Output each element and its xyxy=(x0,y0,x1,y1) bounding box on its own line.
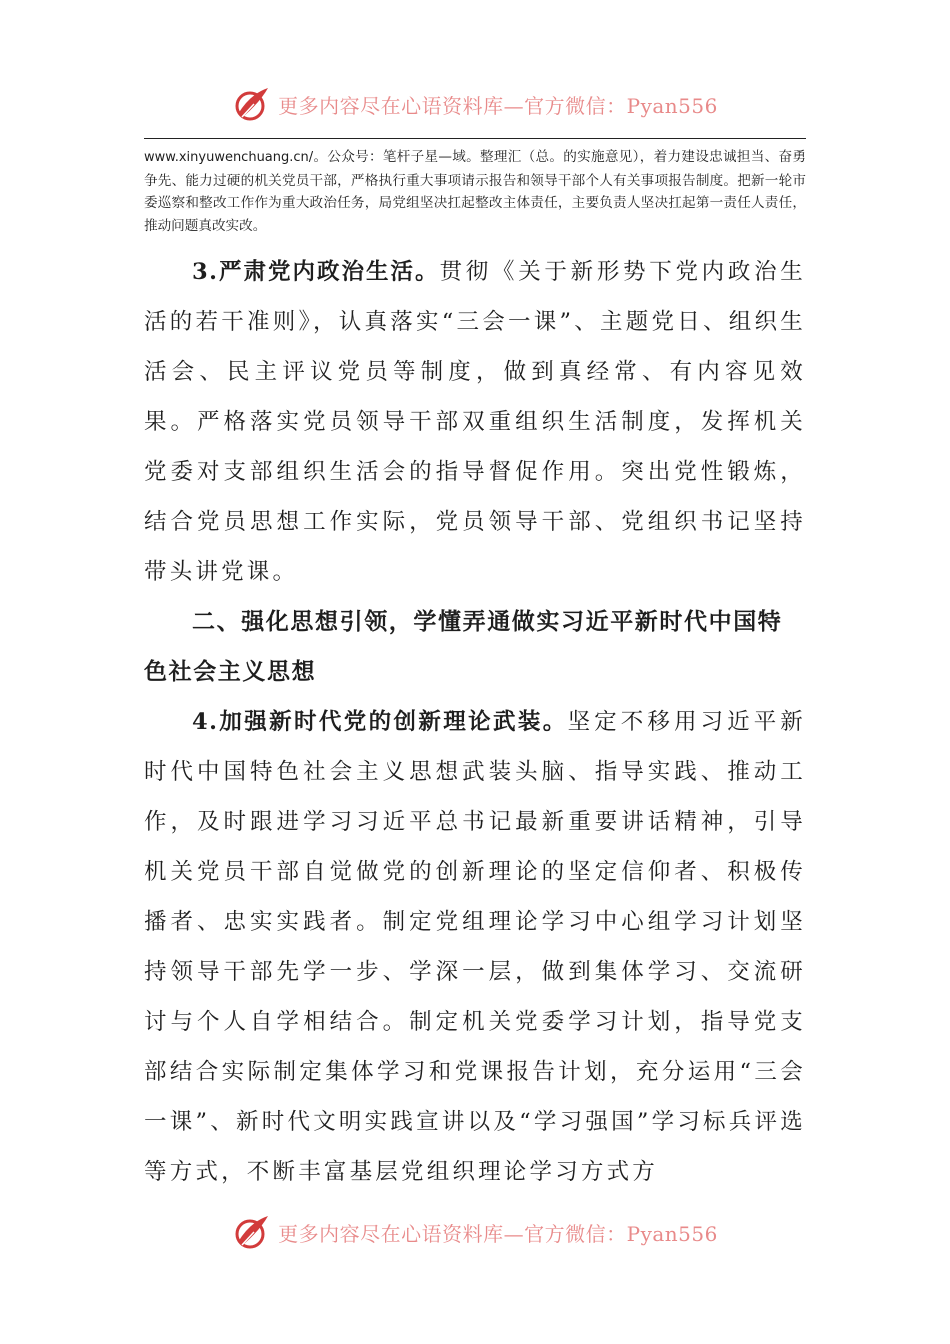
section-3-body: 贯彻《关于新形势下党内政治生活的若干准则》，认真落实“三会一课”、主题党日、组织生活会、民主评议党员等制度，做到真经常、有内容见效果。严格落实党员领导干部双重组织生活制度，发挥机关党委对支部组织生活会的指导督促作用。突出党性锻炼，结合党员思想工作实际，党员领导干部、党组织书记坚持带头讲党课。 xyxy=(144,259,806,585)
section-4-paragraph xyxy=(144,697,806,1197)
header-banner xyxy=(232,84,718,124)
quill-logo-icon xyxy=(232,84,272,124)
header-banner-text: 更多内容尽在心语资料库—官方微信：Pyan556 xyxy=(278,93,718,118)
page-footer xyxy=(0,1208,950,1256)
section-heading-2: 二、强化思想引领，学懂弄通做实习近平新时代中国特色社会主义思想 xyxy=(144,609,783,685)
section-3-title: 3.严肃党内政治生活。 xyxy=(192,259,440,285)
section-4-title: 4.加强新时代党的创新理论武装。 xyxy=(192,709,568,735)
footer-banner xyxy=(232,1212,718,1252)
document-body xyxy=(144,247,806,1197)
carryover-text: 。公众号：笔杆子星—域。整理汇（总。的实施意见），着力建设忠诚担当、奋勇争先、能力过硬的机关党员干部，严格执行重大事项请示报告和领导干部个人有关事项报告制度。把新一轮市委巡察和整改工作作为重大政治任务，局党组坚决扛起整改主体责任，主要负责人坚决扛起第一责任人责任，推动问题真改实改。 xyxy=(144,149,806,234)
page-header xyxy=(0,80,950,128)
section-4-body: 坚定不移用习近平新时代中国特色社会主义思想武装头脑、指导实践、推动工作，及时跟进学习习近平总书记最新重要讲话精神，引导机关党员干部自觉做党的创新理论的坚定信仰者、积极传播者、忠实实践者。制定党组理论学习中心组学习计划坚持领导干部先学一步、学深一层，做到集体学习、交流研讨与个人自学相结合。制定机关党委学习计划，指导党支部结合实际制定集体学习和党课报告计划，充分运用“三会一课”、新时代文明实践宣讲以及“学习强国”学习标兵评选等方式，不断丰富基层党组织理论学习方式方 xyxy=(144,709,806,1185)
header-divider xyxy=(144,138,806,139)
section-3-paragraph xyxy=(144,247,806,597)
carryover-note xyxy=(144,146,806,237)
site-url: www.xinyuwenchuang.cn/ xyxy=(144,150,314,165)
footer-banner-text: 更多内容尽在心语资料库—官方微信：Pyan556 xyxy=(278,1221,718,1246)
quill-logo-icon xyxy=(232,1212,272,1252)
